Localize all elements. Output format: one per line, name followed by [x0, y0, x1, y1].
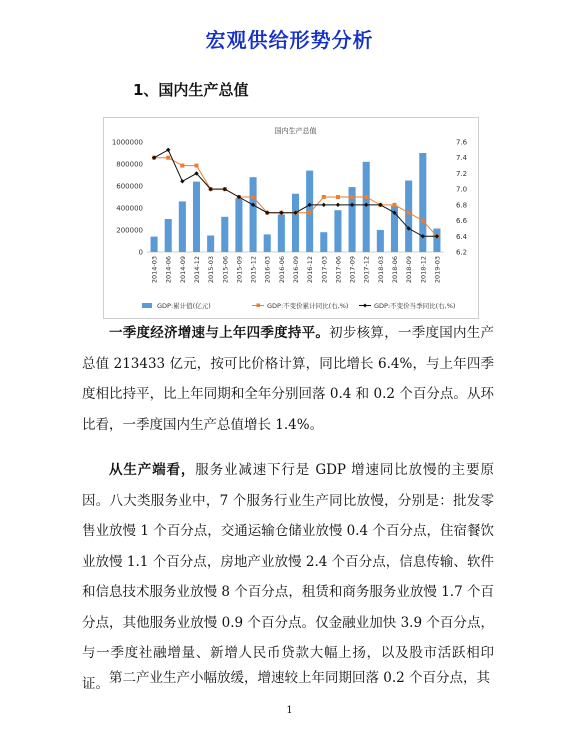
- page-number: 1: [286, 705, 293, 716]
- bar-gdp-cumulative: [334, 210, 341, 252]
- x-tick-label: 2016-12: [306, 256, 315, 284]
- bar-gdp-cumulative: [179, 201, 186, 252]
- x-tick-label: 2018-12: [419, 256, 428, 284]
- series-point-square: [393, 203, 397, 207]
- series-point-square: [364, 195, 368, 199]
- x-tick-label: 2015-06: [221, 256, 230, 284]
- series-point-diamond: [180, 179, 184, 183]
- series-point-diamond: [322, 203, 326, 207]
- x-tick-label: 2016-06: [277, 256, 286, 284]
- bar-gdp-cumulative: [165, 219, 172, 252]
- bar-gdp-cumulative: [320, 232, 327, 252]
- paragraph-secondary-industry: [82, 663, 494, 694]
- series-point-square: [251, 195, 255, 199]
- bar-gdp-cumulative: [264, 234, 271, 252]
- series-point-square: [336, 195, 340, 199]
- series-point-square: [180, 164, 184, 168]
- y-right-tick-label: 6.8: [456, 201, 468, 210]
- x-tick-label: 2017-09: [348, 255, 357, 284]
- series-point-square: [421, 219, 425, 223]
- series-point-square: [308, 211, 312, 215]
- x-tick-label: 2014-03: [150, 256, 159, 284]
- chart-title: 国内生产总值: [274, 127, 317, 135]
- x-tick-label: 2015-12: [249, 256, 258, 284]
- series-point-diamond: [166, 148, 170, 152]
- y-right-tick-label: 6.4: [456, 232, 468, 241]
- legend-label: GDP:不变价当季同比(右,%): [374, 302, 456, 310]
- legend-label: GDP:累计值(亿元): [157, 302, 211, 310]
- x-tick-label: 2015-09: [235, 256, 244, 284]
- bar-gdp-cumulative: [207, 236, 214, 253]
- x-tick-label: 2018-09: [405, 256, 414, 284]
- x-tick-label: 2017-03: [320, 256, 329, 284]
- bar-gdp-cumulative: [193, 182, 200, 252]
- series-point-diamond: [336, 203, 340, 207]
- x-tick-label: 2018-06: [391, 256, 399, 284]
- y-left-tick-label: 200000: [116, 226, 143, 235]
- series-point-square: [407, 211, 411, 215]
- bar-gdp-cumulative: [221, 217, 228, 252]
- y-right-tick-label: 7.6: [456, 138, 468, 147]
- paragraph-body: 服务业减速下行是 GDP 增速同比放慢的主要原因。八大类服务业中，7 个服务行业生产同比放慢，分别是：批发零售业放慢 1 个百分点，交通运输仓储业放慢 0.4 个百分点，住宿餐饮业放慢 1.1 个百分点，房地产业放慢 2.4 个百分点，信息传输、软件和信息技术服务业放慢 8 个百分点，租赁和商务服务业放慢 1.7 个百分点，其他服务业放慢 0.9 个百分点。仅金融业加快 3.9 个百分点，与一季度社融增量、新增人民币贷款大幅上扬，以及股市活跃相印证。: [82, 462, 494, 692]
- legend-label: GDP:不变价累计同比(右,%): [267, 302, 349, 310]
- bar-gdp-cumulative: [278, 215, 285, 252]
- legend-swatch-bar: [142, 303, 152, 308]
- paragraph-lead: 一季度经济增速与上年四季度持平。: [109, 325, 330, 341]
- y-left-tick-label: 0: [138, 248, 143, 257]
- x-tick-label: 2016-03: [263, 256, 272, 284]
- x-tick-label: 2016-09: [292, 256, 300, 284]
- bar-gdp-cumulative: [235, 198, 242, 252]
- x-tick-label: 2014-09: [178, 256, 187, 284]
- x-tick-label: 2015-03: [207, 256, 216, 284]
- series-point-square: [166, 156, 170, 160]
- y-left-tick-label: 600000: [116, 182, 143, 191]
- y-left-tick-label: 800000: [116, 160, 143, 169]
- y-right-tick-label: 7.2: [456, 169, 468, 178]
- gdp-chart: [103, 117, 479, 319]
- y-right-tick-label: 7.4: [456, 154, 468, 163]
- bar-gdp-cumulative: [377, 230, 384, 252]
- document-title: 宏观供给形势分析: [205, 28, 374, 52]
- legend-marker-square: [257, 304, 261, 308]
- paragraph-q1-growth: [82, 318, 494, 440]
- legend-marker-diamond: [363, 304, 367, 308]
- x-tick-label: 2017-06: [334, 256, 343, 284]
- series-point-square: [322, 195, 326, 199]
- gdp-chart-svg: [104, 118, 478, 318]
- paragraph-lead: 从生产端看，: [109, 462, 196, 478]
- bar-gdp-cumulative: [433, 229, 440, 252]
- y-left-tick-label: 1000000: [111, 138, 143, 147]
- y-right-tick-label: 7.0: [456, 185, 468, 194]
- x-tick-label: 2019-03: [433, 256, 442, 284]
- bar-gdp-cumulative: [151, 237, 158, 252]
- bar-gdp-cumulative: [405, 181, 412, 253]
- section-heading: 1、国内生产总值: [133, 81, 249, 99]
- y-right-tick-label: 6.2: [456, 248, 468, 257]
- bar-gdp-cumulative: [292, 194, 299, 252]
- x-tick-label: 2014-06: [164, 256, 173, 284]
- bar-gdp-cumulative: [250, 177, 257, 252]
- series-point-square: [350, 195, 354, 199]
- paragraph-body: 初步核算，一季度国内生产总值 213433 亿元，按可比价格计算，同比增长 6.4%，与上年四季度相比持平，比上年同期和全年分别回落 0.4 和 0.2 个百分点。从环比看，一季度国内生产总值增长 1.4%。: [82, 325, 495, 433]
- x-tick-label: 2014-12: [193, 256, 201, 284]
- y-left-tick-label: 400000: [116, 204, 143, 213]
- x-tick-label: 2017-12: [362, 256, 371, 284]
- paragraph-body: 第二产业生产小幅放缓，增速较上年同期回落 0.2 个百分点，其: [109, 670, 491, 686]
- series-point-square: [195, 164, 199, 168]
- x-tick-label: 2018-03: [376, 256, 385, 284]
- y-right-tick-label: 6.6: [456, 217, 468, 226]
